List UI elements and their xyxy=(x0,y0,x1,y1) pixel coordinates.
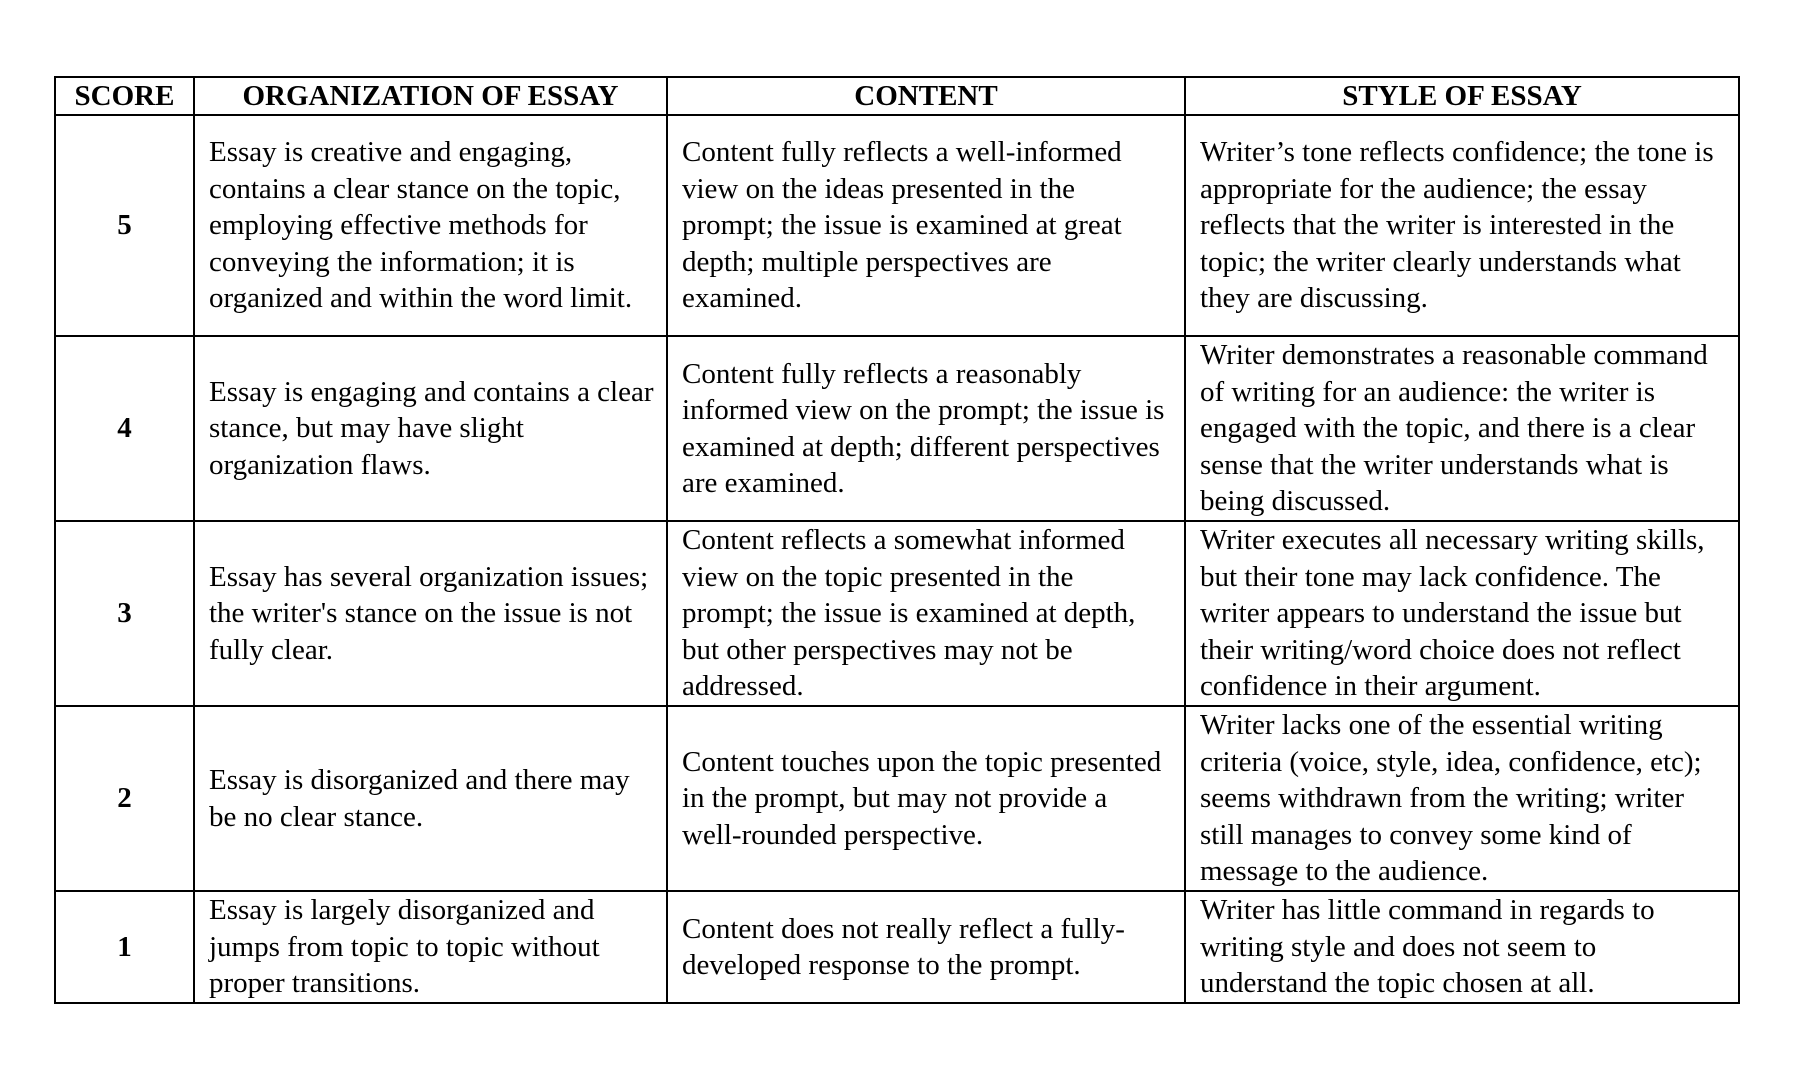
table-row xyxy=(55,706,1739,891)
score-cell: 1 xyxy=(55,891,194,1003)
header-row xyxy=(55,77,1739,115)
table-row xyxy=(55,336,1739,521)
content-cell: Content fully reflects a well-informed view on the ideas presented in the prompt; the issue is examined at great depth; multiple perspectives are examined. xyxy=(667,115,1185,336)
score-cell: 4 xyxy=(55,336,194,521)
content-cell: Content fully reflects a reasonably informed view on the prompt; the issue is examined at depth; different perspectives are examined. xyxy=(667,336,1185,521)
content-cell: Content does not really reflect a fully-developed response to the prompt. xyxy=(667,891,1185,1003)
style-cell: Writer has little command in regards to writing style and does not seem to understand the topic chosen at all. xyxy=(1185,891,1739,1003)
style-cell: Writer’s tone reflects confidence; the tone is appropriate for the audience; the essay reflects that the writer is interested in the topic; the writer clearly understands what they are discussing. xyxy=(1185,115,1739,336)
rubric-table xyxy=(54,76,1740,1004)
organization-cell: Essay has several organization issues; the writer's stance on the issue is not fully clear. xyxy=(194,521,667,706)
style-cell: Writer demonstrates a reasonable command of writing for an audience: the writer is engaged with the topic, and there is a clear sense that the writer understands what is being discussed. xyxy=(1185,336,1739,521)
content-cell: Content reflects a somewhat informed view on the topic presented in the prompt; the issue is examined at depth, but other perspectives may not be addressed. xyxy=(667,521,1185,706)
header-style: STYLE OF ESSAY xyxy=(1185,77,1739,115)
header-organization: ORGANIZATION OF ESSAY xyxy=(194,77,667,115)
header-score: SCORE xyxy=(55,77,194,115)
table-row xyxy=(55,891,1739,1003)
table-row xyxy=(55,115,1739,336)
score-cell: 2 xyxy=(55,706,194,891)
organization-cell: Essay is largely disorganized and jumps from topic to topic without proper transitions. xyxy=(194,891,667,1003)
header-content: CONTENT xyxy=(667,77,1185,115)
style-cell: Writer executes all necessary writing skills, but their tone may lack confidence. The writer appears to understand the issue but their writing/word choice does not reflect confidence in their argument. xyxy=(1185,521,1739,706)
score-cell: 3 xyxy=(55,521,194,706)
score-cell: 5 xyxy=(55,115,194,336)
style-cell: Writer lacks one of the essential writing criteria (voice, style, idea, confidence, etc); seems withdrawn from the writing; writer still manages to convey some kind of message to the audience. xyxy=(1185,706,1739,891)
organization-cell: Essay is disorganized and there may be no clear stance. xyxy=(194,706,667,891)
organization-cell: Essay is engaging and contains a clear stance, but may have slight organization flaws. xyxy=(194,336,667,521)
table-row xyxy=(55,521,1739,706)
content-cell: Content touches upon the topic presented in the prompt, but may not provide a well-rounded perspective. xyxy=(667,706,1185,891)
organization-cell: Essay is creative and engaging, contains a clear stance on the topic, employing effective methods for conveying the information; it is organized and within the word limit. xyxy=(194,115,667,336)
